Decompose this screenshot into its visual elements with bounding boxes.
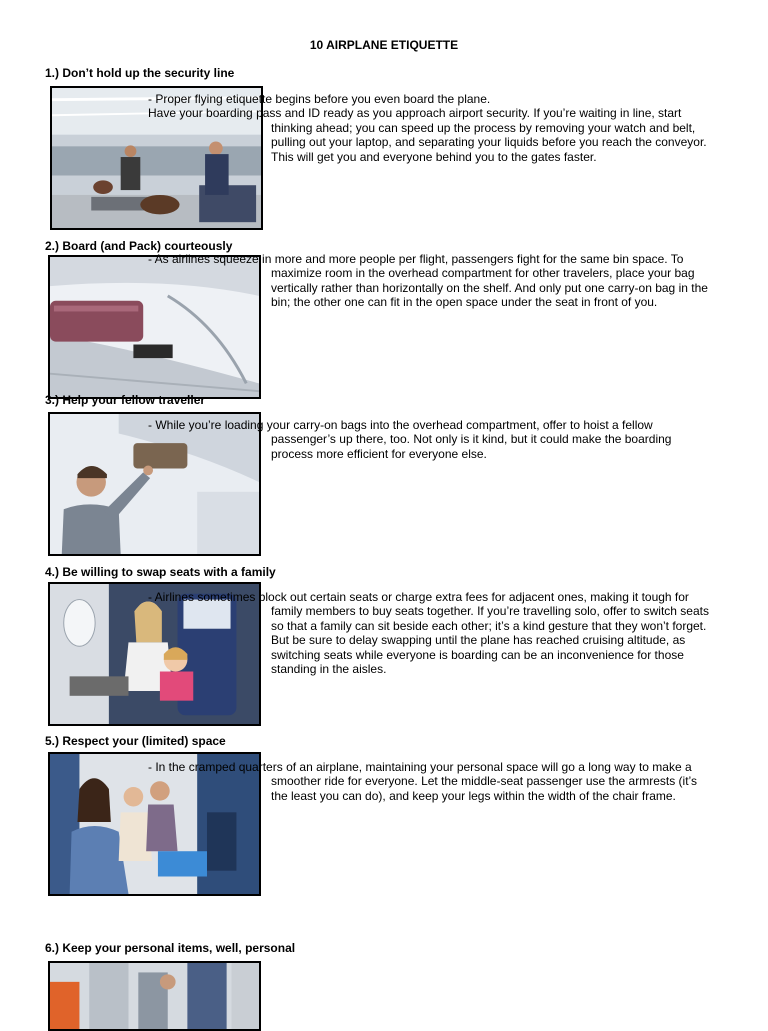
section-heading: 1.) Don’t hold up the security line bbox=[45, 66, 235, 80]
body-line: so that a family can sit beside each other; it’s a kind gesture that they won’t forget. bbox=[271, 618, 707, 633]
body-line: - Airlines sometimes block out certain seats or charge extra fees for adjacent ones, making it tough for bbox=[148, 590, 689, 604]
section-body bbox=[148, 760, 697, 803]
body-line: Have your boarding pass and ID ready as you approach airport security. If you’re waiting in line, start bbox=[148, 106, 682, 121]
body-line: family members to buy seats together. If you’re travelling solo, offer to switch seats bbox=[271, 604, 709, 619]
cabin-aisle-photo bbox=[48, 961, 261, 1031]
body-line: vertically rather than horizontally on the shelf. And only put one carry-on bag in the bbox=[271, 280, 708, 295]
body-line: thinking ahead; you can speed up the process by removing your watch and belt, bbox=[271, 120, 696, 135]
body-line: - Proper flying etiquette begins before you even board the plane. bbox=[148, 92, 491, 106]
section-heading: 5.) Respect your (limited) space bbox=[45, 734, 226, 748]
body-line: bin; the other one can fit in the open space under the seat in front of you. bbox=[271, 295, 658, 310]
section-body bbox=[148, 92, 707, 164]
body-line: pulling out your laptop, and separating your liquids before you reach the conveyor. bbox=[271, 135, 707, 150]
body-line: - As airlines squeeze in more and more people per flight, passengers fight for the same bin space. To bbox=[148, 252, 684, 266]
body-line: smoother ride for everyone. Let the middle-seat passenger use the armrests (it’s bbox=[271, 774, 697, 789]
body-line: standing in the aisles. bbox=[271, 662, 387, 677]
body-line: the least you can do), and keep your legs within the width of the chair frame. bbox=[271, 788, 676, 803]
section-body bbox=[148, 252, 708, 310]
page-title: 10 AIRPLANE ETIQUETTE bbox=[309, 38, 459, 52]
body-line: passenger’s up there, too. Not only is it kind, but it could make the boarding bbox=[271, 432, 672, 447]
body-line: - While you’re loading your carry-on bags into the overhead compartment, offer to hoist a fellow bbox=[148, 418, 653, 432]
body-line: But be sure to delay swapping until the plane has reached cruising altitude, as bbox=[271, 633, 686, 648]
body-line: process more efficient for everyone else. bbox=[271, 446, 487, 461]
section-body bbox=[148, 418, 671, 461]
section-heading: 3.) Help your fellow traveller bbox=[45, 393, 206, 407]
body-line: This will get you and everyone behind you to the gates faster. bbox=[271, 149, 597, 164]
body-line: maximize room in the overhead compartment for other travelers, place your bag bbox=[271, 266, 695, 281]
section-body bbox=[148, 590, 709, 676]
section-heading: 6.) Keep your personal items, well, personal bbox=[45, 941, 296, 955]
body-line: - In the cramped quarters of an airplane, maintaining your personal space will go a long way to make a bbox=[148, 760, 692, 774]
body-line: switching seats while everyone is boarding can be an inconvenience for those bbox=[271, 647, 684, 662]
section-heading: 2.) Board (and Pack) courteously bbox=[45, 239, 233, 253]
section-heading: 4.) Be willing to swap seats with a family bbox=[45, 565, 276, 579]
